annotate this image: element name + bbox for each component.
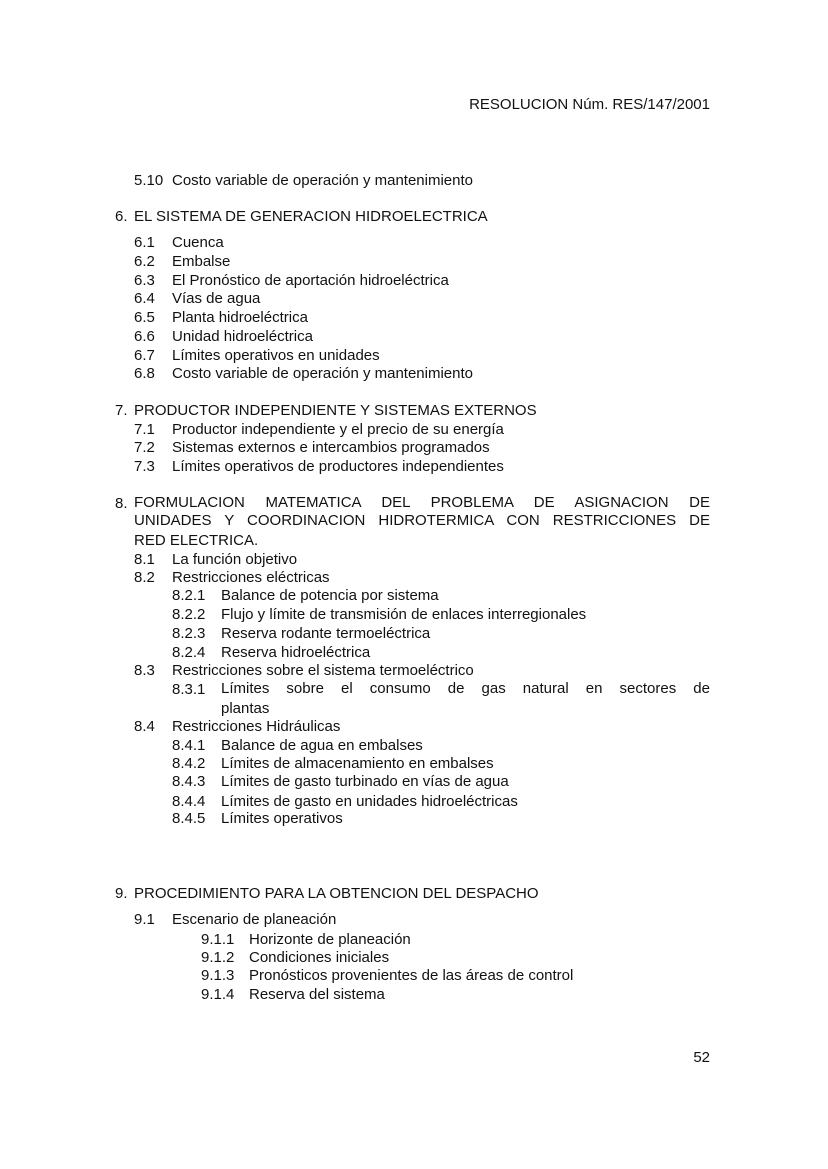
item-text: Cuenca (172, 234, 224, 251)
item-text: Embalse (172, 253, 231, 270)
item-number: 9.1.1 (201, 931, 235, 948)
item-text: Restricciones eléctricas (172, 569, 330, 586)
item-text: Restricciones Hidráulicas (172, 718, 341, 735)
item-number: 8.4.1 (172, 737, 206, 754)
item-number: 9.1.4 (201, 986, 235, 1003)
item-number: 8.2.1 (172, 587, 206, 604)
item-number: 8.2 (134, 569, 155, 586)
section-number: 8. (115, 495, 128, 512)
item-number: 6.7 (134, 347, 155, 364)
toc-item (134, 910, 336, 929)
item-text-line: plantas (221, 700, 270, 717)
toc-item (134, 717, 340, 736)
item-number: 8.3 (134, 662, 155, 679)
item-number: 6.4 (134, 290, 155, 307)
toc-item (134, 420, 504, 439)
section-title: PROCEDIMIENTO PARA LA OBTENCION DEL DESPACHO (134, 885, 539, 902)
toc-item (134, 327, 313, 346)
section-title-line: FORMULACION MATEMATICA DEL PROBLEMA DE ASIGNACION DE (134, 494, 710, 511)
item-text: Horizonte de planeación (249, 931, 411, 948)
toc-item (134, 289, 260, 308)
toc-subitem (201, 985, 385, 1004)
item-text: La función objetivo (172, 551, 298, 568)
toc-item (134, 171, 473, 190)
item-text: Escenario de planeación (172, 911, 337, 928)
toc-item (134, 568, 330, 587)
item-number: 8.4.4 (172, 793, 206, 810)
item-number: 6.8 (134, 365, 155, 382)
item-text: Límites operativos (221, 810, 343, 827)
item-text: Planta hidroeléctrica (172, 309, 308, 326)
toc-subitem (172, 772, 509, 791)
item-text: Reserva rodante termoeléctrica (221, 625, 431, 642)
toc-item (134, 308, 308, 327)
item-number: 8.4.2 (172, 755, 206, 772)
item-text: Balance de agua en embalses (221, 737, 423, 754)
toc-item (134, 364, 473, 383)
item-number: 8.2.4 (172, 644, 206, 661)
item-text: Límites de gasto turbinado en vías de agua (221, 773, 509, 790)
item-text: Unidad hidroeléctrica (172, 328, 313, 345)
item-text: Límites operativos de productores independientes (172, 458, 504, 475)
item-number: 8.4 (134, 718, 155, 735)
item-number: 5.10 (134, 172, 164, 189)
toc-item (134, 346, 380, 365)
toc-item (134, 233, 224, 252)
item-number: 8.1 (134, 551, 155, 568)
toc-subitem (172, 624, 430, 643)
item-number: 7.2 (134, 439, 155, 456)
toc-item (134, 661, 474, 680)
toc-subitem (172, 754, 494, 773)
item-text: Límites de gasto en unidades hidroeléctricas (221, 793, 518, 810)
page-number: 52 (693, 1049, 710, 1066)
toc-item (134, 438, 490, 457)
item-text: Flujo y límite de transmisión de enlaces interregionales (221, 606, 587, 623)
item-number: 9.1 (134, 911, 155, 928)
item-text: Costo variable de operación y mantenimiento (172, 365, 474, 382)
page-header: RESOLUCION Núm. RES/147/2001 (469, 96, 710, 113)
section-number: 6. (115, 208, 128, 225)
toc-item (134, 550, 297, 569)
item-number: 9.1.2 (201, 949, 235, 966)
item-number: 6.6 (134, 328, 155, 345)
item-number: 8.4.3 (172, 773, 206, 790)
item-number: 8.4.5 (172, 810, 206, 827)
item-text: Pronósticos provenientes de las áreas de control (249, 967, 574, 984)
toc-subitem (172, 586, 439, 605)
section-number: 7. (115, 402, 128, 419)
section-number: 9. (115, 885, 128, 902)
toc-section (115, 401, 537, 420)
section-title: PRODUCTOR INDEPENDIENTE Y SISTEMAS EXTERNOS (134, 402, 537, 419)
item-text: Restricciones sobre el sistema termoeléctrico (172, 662, 474, 679)
item-number: 7.1 (134, 421, 155, 438)
item-number: 7.3 (134, 458, 155, 475)
item-number: 8.2.3 (172, 625, 206, 642)
toc-subitem (172, 736, 423, 755)
item-text: Límites de almacenamiento en embalses (221, 755, 494, 772)
toc-subitem (172, 605, 586, 624)
toc-subitem (172, 643, 370, 662)
toc-section (115, 207, 488, 226)
item-number: 6.5 (134, 309, 155, 326)
item-number: 6.3 (134, 272, 155, 289)
item-text: Sistemas externos e intercambios programados (172, 439, 490, 456)
item-text: Límites operativos en unidades (172, 347, 380, 364)
item-text: Productor independiente y el precio de su energía (172, 421, 504, 438)
toc-subitem (201, 948, 389, 967)
item-number: 8.2.2 (172, 606, 206, 623)
item-text: Balance de potencia por sistema (221, 587, 439, 604)
section-title-line: UNIDADES Y COORDINACION HIDROTERMICA CON RESTRICCIONES DE (134, 512, 710, 529)
item-text: Reserva del sistema (249, 986, 385, 1003)
item-text: El Pronóstico de aportación hidroeléctrica (172, 272, 449, 289)
toc-subitem (201, 930, 411, 949)
toc-item (134, 457, 504, 476)
toc-section (115, 884, 539, 903)
item-text: Reserva hidroeléctrica (221, 644, 371, 661)
item-text-line: Límites sobre el consumo de gas natural en sectores de (221, 680, 710, 697)
item-number: 6.2 (134, 253, 155, 270)
item-number: 9.1.3 (201, 967, 235, 984)
toc-item (134, 271, 449, 290)
toc-subitem (201, 966, 573, 985)
item-number: 6.1 (134, 234, 155, 251)
toc-item (134, 252, 230, 271)
item-text: Condiciones iniciales (249, 949, 390, 966)
item-text: Costo variable de operación y mantenimiento (172, 172, 474, 189)
item-text: Vías de agua (172, 290, 261, 307)
section-title: EL SISTEMA DE GENERACION HIDROELECTRICA (134, 208, 488, 225)
toc-subitem (172, 809, 343, 828)
section-title-line: RED ELECTRICA. (134, 532, 259, 549)
item-number: 8.3.1 (172, 681, 206, 698)
